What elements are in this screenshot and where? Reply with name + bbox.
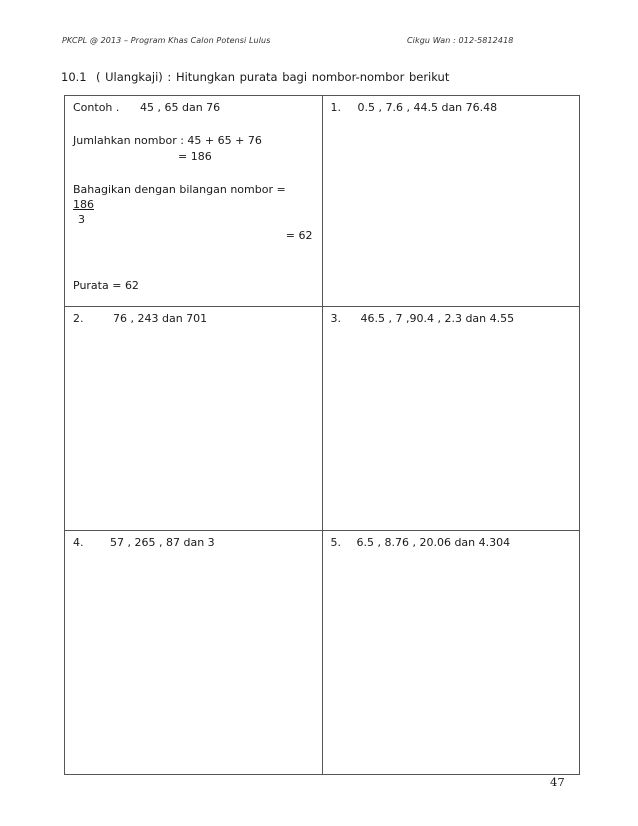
header-right-text: Cikgu Wan : 012-5812418 [407, 36, 514, 45]
exercise-cell-3[interactable] [322, 307, 580, 531]
example-average: Purata = 62 [73, 279, 139, 292]
page-number: 47 [550, 775, 565, 789]
example-fraction-denominator: 3 [78, 213, 85, 226]
example-result: = 62 [285, 229, 313, 242]
example-sum-line: Jumlahkan nombor : 45 + 65 + 76 [73, 134, 262, 147]
example-fraction-numerator: 186 [73, 198, 94, 211]
example-sum-result: = 186 [178, 150, 212, 163]
header-left-text: PKCPL @ 2013 – Program Khas Calon Potensi Lulus [62, 36, 271, 45]
exercise-number: 4. [73, 536, 84, 549]
exercise-number: 2. [73, 312, 84, 325]
exercise-number: 3. [330, 312, 341, 325]
example-cell [65, 96, 323, 307]
exercise-values: 46.5 , 7 ,90.4 , 2.3 dan 4.55 [360, 312, 515, 325]
example-divide-line: Bahagikan dengan bilangan nombor = [73, 183, 286, 196]
exercise-cell-1[interactable] [322, 96, 580, 307]
exercise-cell-4[interactable] [65, 531, 323, 775]
exercise-values: 0.5 , 7.6 , 44.5 dan 76.48 [357, 101, 498, 114]
exercise-number: 5. [330, 536, 341, 549]
exercise-table [64, 95, 580, 775]
exercise-values: 6.5 , 8.76 , 20.06 dan 4.304 [356, 536, 511, 549]
example-label: Contoh . [73, 101, 120, 114]
question-number: 10.1 [61, 70, 87, 84]
exercise-values: 76 , 243 dan 701 [113, 312, 208, 325]
question-instruction: ( Ulangkaji) : Hitungkan purata bagi nombor-nombor berikut [96, 70, 450, 84]
exercise-cell-2[interactable] [65, 307, 323, 531]
example-numbers: 45 , 65 dan 76 [140, 101, 221, 114]
exercise-number: 1. [330, 101, 341, 114]
exercise-cell-5[interactable] [322, 531, 580, 775]
exercise-values: 57 , 265 , 87 dan 3 [110, 536, 215, 549]
